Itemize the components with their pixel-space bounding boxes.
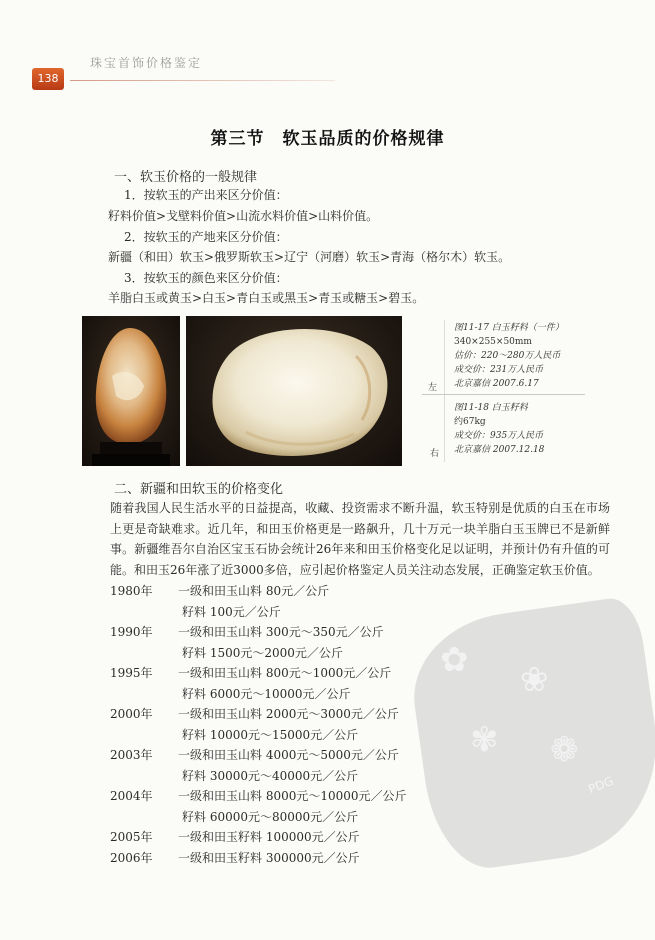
- watermark-glyph: ❁: [550, 730, 579, 770]
- jade-pebble-illustration: [82, 316, 180, 466]
- price-line-seed: 籽料 30000元～40000元／公斤: [182, 768, 359, 783]
- price-year: 2004年: [110, 789, 153, 803]
- rule2-label: 2．按软玉的产地来区分价值：: [124, 230, 288, 244]
- price-line-seed: 籽料 10000元～15000元／公斤: [182, 727, 359, 742]
- price-year: 2006年: [110, 850, 153, 865]
- price-line-seed: 籽料 1500元～2000元／公斤: [182, 645, 343, 660]
- page-header: [0, 0, 655, 100]
- running-head-title: 珠宝首饰价格鉴定: [90, 56, 203, 70]
- price-line-mountain: 一级和田玉籽料 300000元／公斤: [178, 850, 360, 865]
- fig2-title: 图11-18 白玉籽料: [454, 403, 528, 413]
- part2-paragraph: 随着我国人民生活水平的日益提高，收藏、投资需求不断升温，软玉特别是优质的白玉在市场上更是奇缺难求。近几年，和田玉价格更是一路飙升，几十万元一块羊脂白玉玉牌已不是新鲜事。新疆维吾尔自治区宝玉石协会统计26年来和田玉价格变化足以证明，并预计仍有升值的可能。和田玉26年涨了近3000多倍，应引起价格鉴定人员关注动态发展，正确鉴定软玉价值。: [110, 501, 610, 577]
- price-line-mountain: 一级和田玉籽料 100000元／公斤: [178, 830, 360, 844]
- price-line-seed: 籽料 6000元～10000元／公斤: [182, 686, 351, 701]
- price-year: 2000年: [110, 707, 153, 721]
- price-line-mountain: 一级和田玉山料 4000元～5000元／公斤: [178, 748, 399, 762]
- part2-heading: 二、新疆和田软玉的价格变化: [114, 482, 284, 497]
- watermark-glyph: ✾: [470, 720, 499, 760]
- price-year: 1995年: [110, 666, 153, 680]
- fig1-position: 左: [428, 383, 438, 393]
- price-year: 1990年: [110, 625, 153, 639]
- rule3-text: 羊脂白玉或黄玉>白玉>青白玉或黑玉>青玉或糖玉>碧玉。: [108, 291, 425, 305]
- watermark-label: PDG: [586, 773, 616, 797]
- fig2-position: 右: [430, 449, 440, 459]
- rule2-text: 新疆（和田）软玉>俄罗斯软玉>辽宁（河磨）软玉>青海（格尔木）软玉。: [108, 250, 511, 264]
- jade-photo-right: [186, 316, 402, 466]
- rule1-text: 籽料价值>戈壁料价值>山流水料价值>山料价值。: [108, 209, 379, 223]
- fig1-deal: 成交价：231万人民币: [454, 365, 544, 375]
- price-line-seed: 籽料 100元／公斤: [182, 604, 281, 619]
- header-rule: [70, 80, 335, 81]
- price-year: 2003年: [110, 748, 153, 762]
- price-line-mountain: 一级和田玉山料 2000元～3000元／公斤: [178, 707, 399, 721]
- fig1-size: 340×255×50mm: [454, 337, 532, 347]
- fig1-title: 图11-17 白玉籽料（一件）: [454, 323, 564, 333]
- price-line-mountain: 一级和田玉山料 8000元～10000元／公斤: [178, 789, 407, 803]
- rule3-label: 3．按软玉的颜色来区分价值：: [124, 271, 288, 285]
- caption-divider-vertical: [444, 320, 445, 462]
- fig2-deal: 成交价：935万人民币: [454, 431, 544, 441]
- watermark-glyph: ❀: [520, 660, 549, 700]
- fig2-source: 北京嘉信 2007.12.18: [454, 445, 545, 455]
- watermark-glyph: ✿: [440, 640, 469, 680]
- section-title: 第三节 软玉品质的价格规律: [210, 129, 445, 149]
- rule1-label: 1．按软玉的产出来区分价值：: [124, 188, 288, 202]
- jade-photo-left: [82, 316, 180, 466]
- page-number-badge: 138: [32, 68, 64, 90]
- library-watermark-seal: [404, 595, 655, 875]
- caption-divider: [422, 394, 585, 395]
- fig1-source: 北京嘉信 2007.6.17: [454, 379, 539, 389]
- price-line-mountain: 一级和田玉山料 300元～350元／公斤: [178, 625, 384, 639]
- fig2-weight: 约67kg: [454, 417, 486, 427]
- price-line-mountain: 一级和田玉山料 800元～1000元／公斤: [178, 666, 392, 680]
- price-year: 1980年: [110, 584, 153, 598]
- price-line-seed: 籽料 60000元～80000元／公斤: [182, 809, 359, 824]
- price-year: 2005年: [110, 830, 153, 844]
- fig1-estimate: 估价：220～280万人民币: [454, 351, 561, 361]
- price-line-mountain: 一级和田玉山料 80元／公斤: [178, 584, 330, 598]
- part1-heading: 一、软玉价格的一般规律: [114, 170, 258, 185]
- white-jade-boulder-illustration: [186, 316, 402, 466]
